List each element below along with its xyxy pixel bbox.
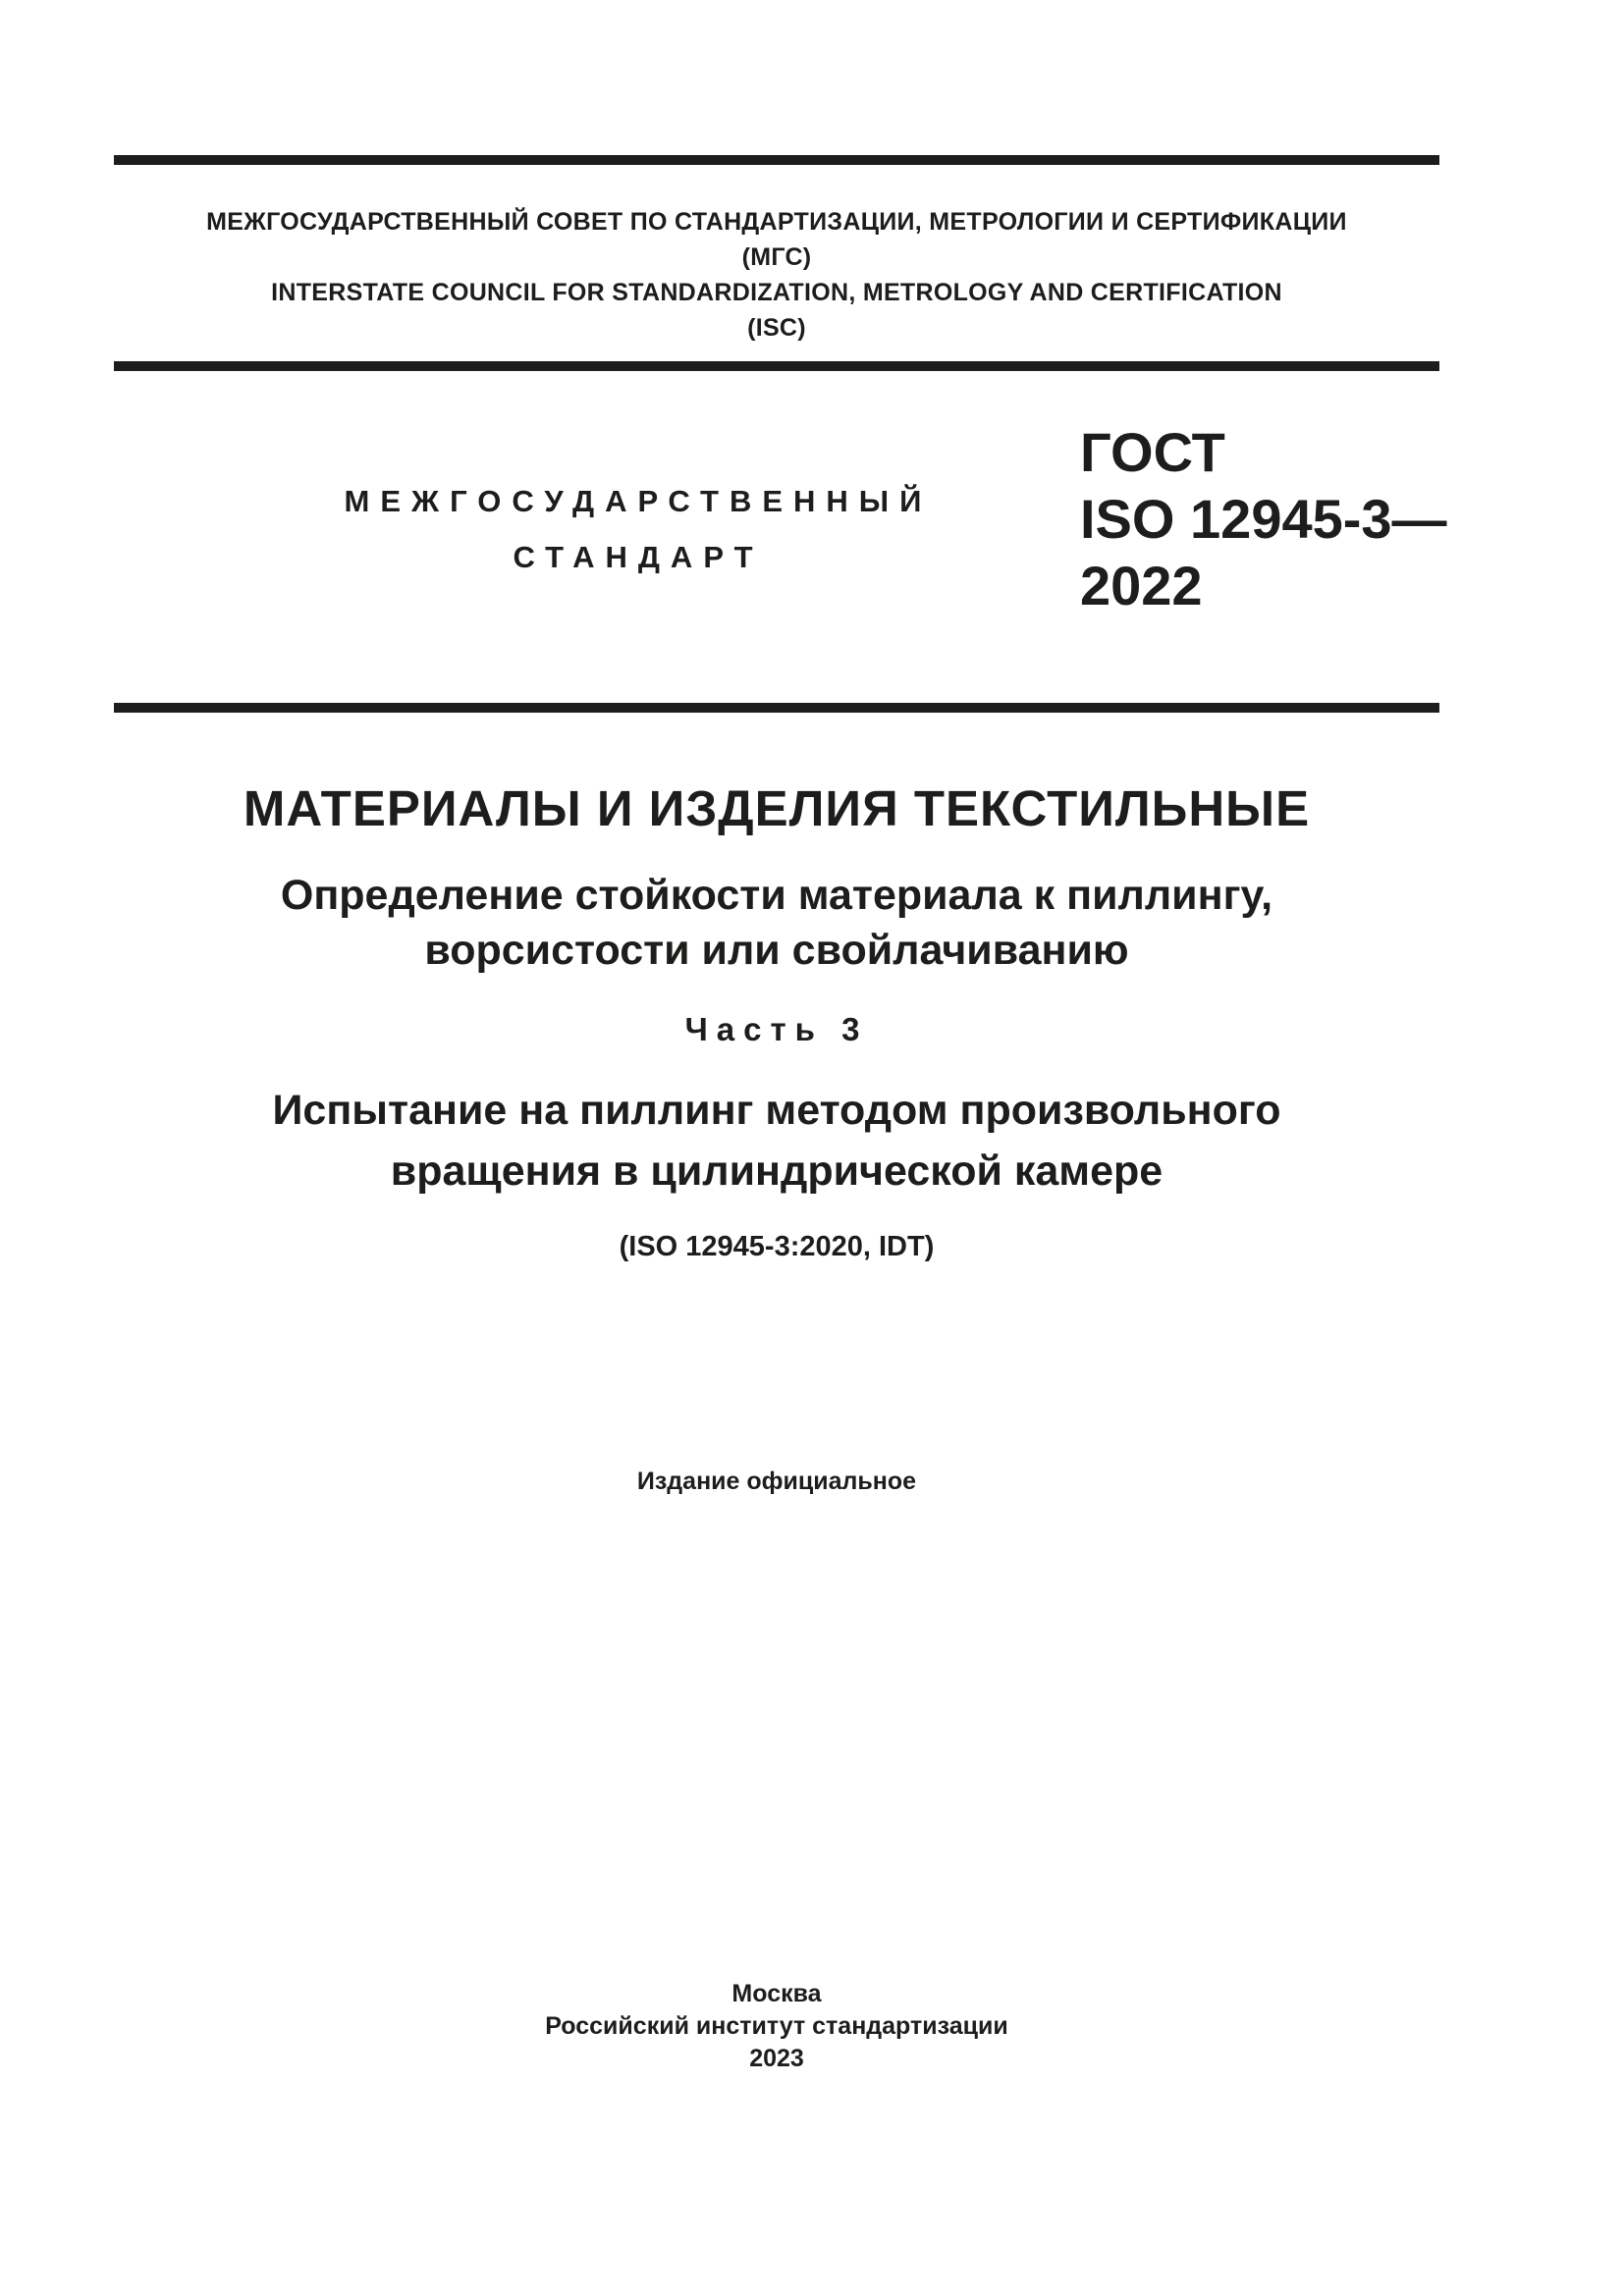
subtitle-line-2: ворсистости или свойлачиванию bbox=[424, 927, 1129, 974]
standard-kind-line-2: СТАНДАРТ bbox=[513, 540, 764, 574]
council-abbr-ru: (МГС) bbox=[741, 243, 812, 271]
council-name-en: INTERSTATE COUNCIL FOR STANDARDIZATION, METROLOGY AND CERTIFICATION bbox=[271, 279, 1282, 306]
imprint-city: Москва bbox=[731, 1980, 822, 2007]
standard-designation bbox=[1080, 419, 1447, 619]
designation-prefix: ГОСТ bbox=[1080, 421, 1225, 483]
iso-reference: (ISO 12945-3:2020, IDT) bbox=[619, 1231, 935, 1262]
standard-kind bbox=[295, 473, 982, 585]
header-divider bbox=[114, 361, 1439, 371]
subtitle-line-1: Определение стойкости материала к пиллингу, bbox=[280, 872, 1273, 919]
part-title-line-1: Испытание на пиллинг методом произвольного bbox=[272, 1087, 1281, 1134]
council-header bbox=[114, 204, 1439, 346]
title-divider bbox=[114, 703, 1439, 713]
designation-year: 2022 bbox=[1080, 555, 1203, 616]
designation-number: ISO 12945-3— bbox=[1080, 488, 1447, 550]
council-abbr-en: (ISC) bbox=[747, 314, 806, 342]
part-title bbox=[114, 1080, 1439, 1201]
title-block bbox=[114, 774, 1439, 1266]
imprint-publisher: Российский институт стандартизации bbox=[545, 2012, 1008, 2040]
main-title: МАТЕРИАЛЫ И ИЗДЕЛИЯ ТЕКСТИЛЬНЫЕ bbox=[243, 780, 1311, 836]
edition-label: Издание официальное bbox=[636, 1468, 917, 1495]
subtitle bbox=[114, 868, 1439, 978]
part-title-line-2: вращения в цилиндрической камере bbox=[390, 1148, 1164, 1195]
council-name-ru: МЕЖГОСУДАРСТВЕННЫЙ СОВЕТ ПО СТАНДАРТИЗАЦИИ, МЕТРОЛОГИИ И СЕРТИФИКАЦИИ bbox=[206, 208, 1347, 236]
top-rule bbox=[114, 155, 1439, 165]
part-label: Часть 3 bbox=[684, 1011, 869, 1047]
imprint bbox=[114, 1978, 1439, 2075]
imprint-year: 2023 bbox=[749, 2045, 804, 2072]
standard-kind-line-1: МЕЖГОСУДАРСТВЕННЫЙ bbox=[344, 484, 933, 518]
